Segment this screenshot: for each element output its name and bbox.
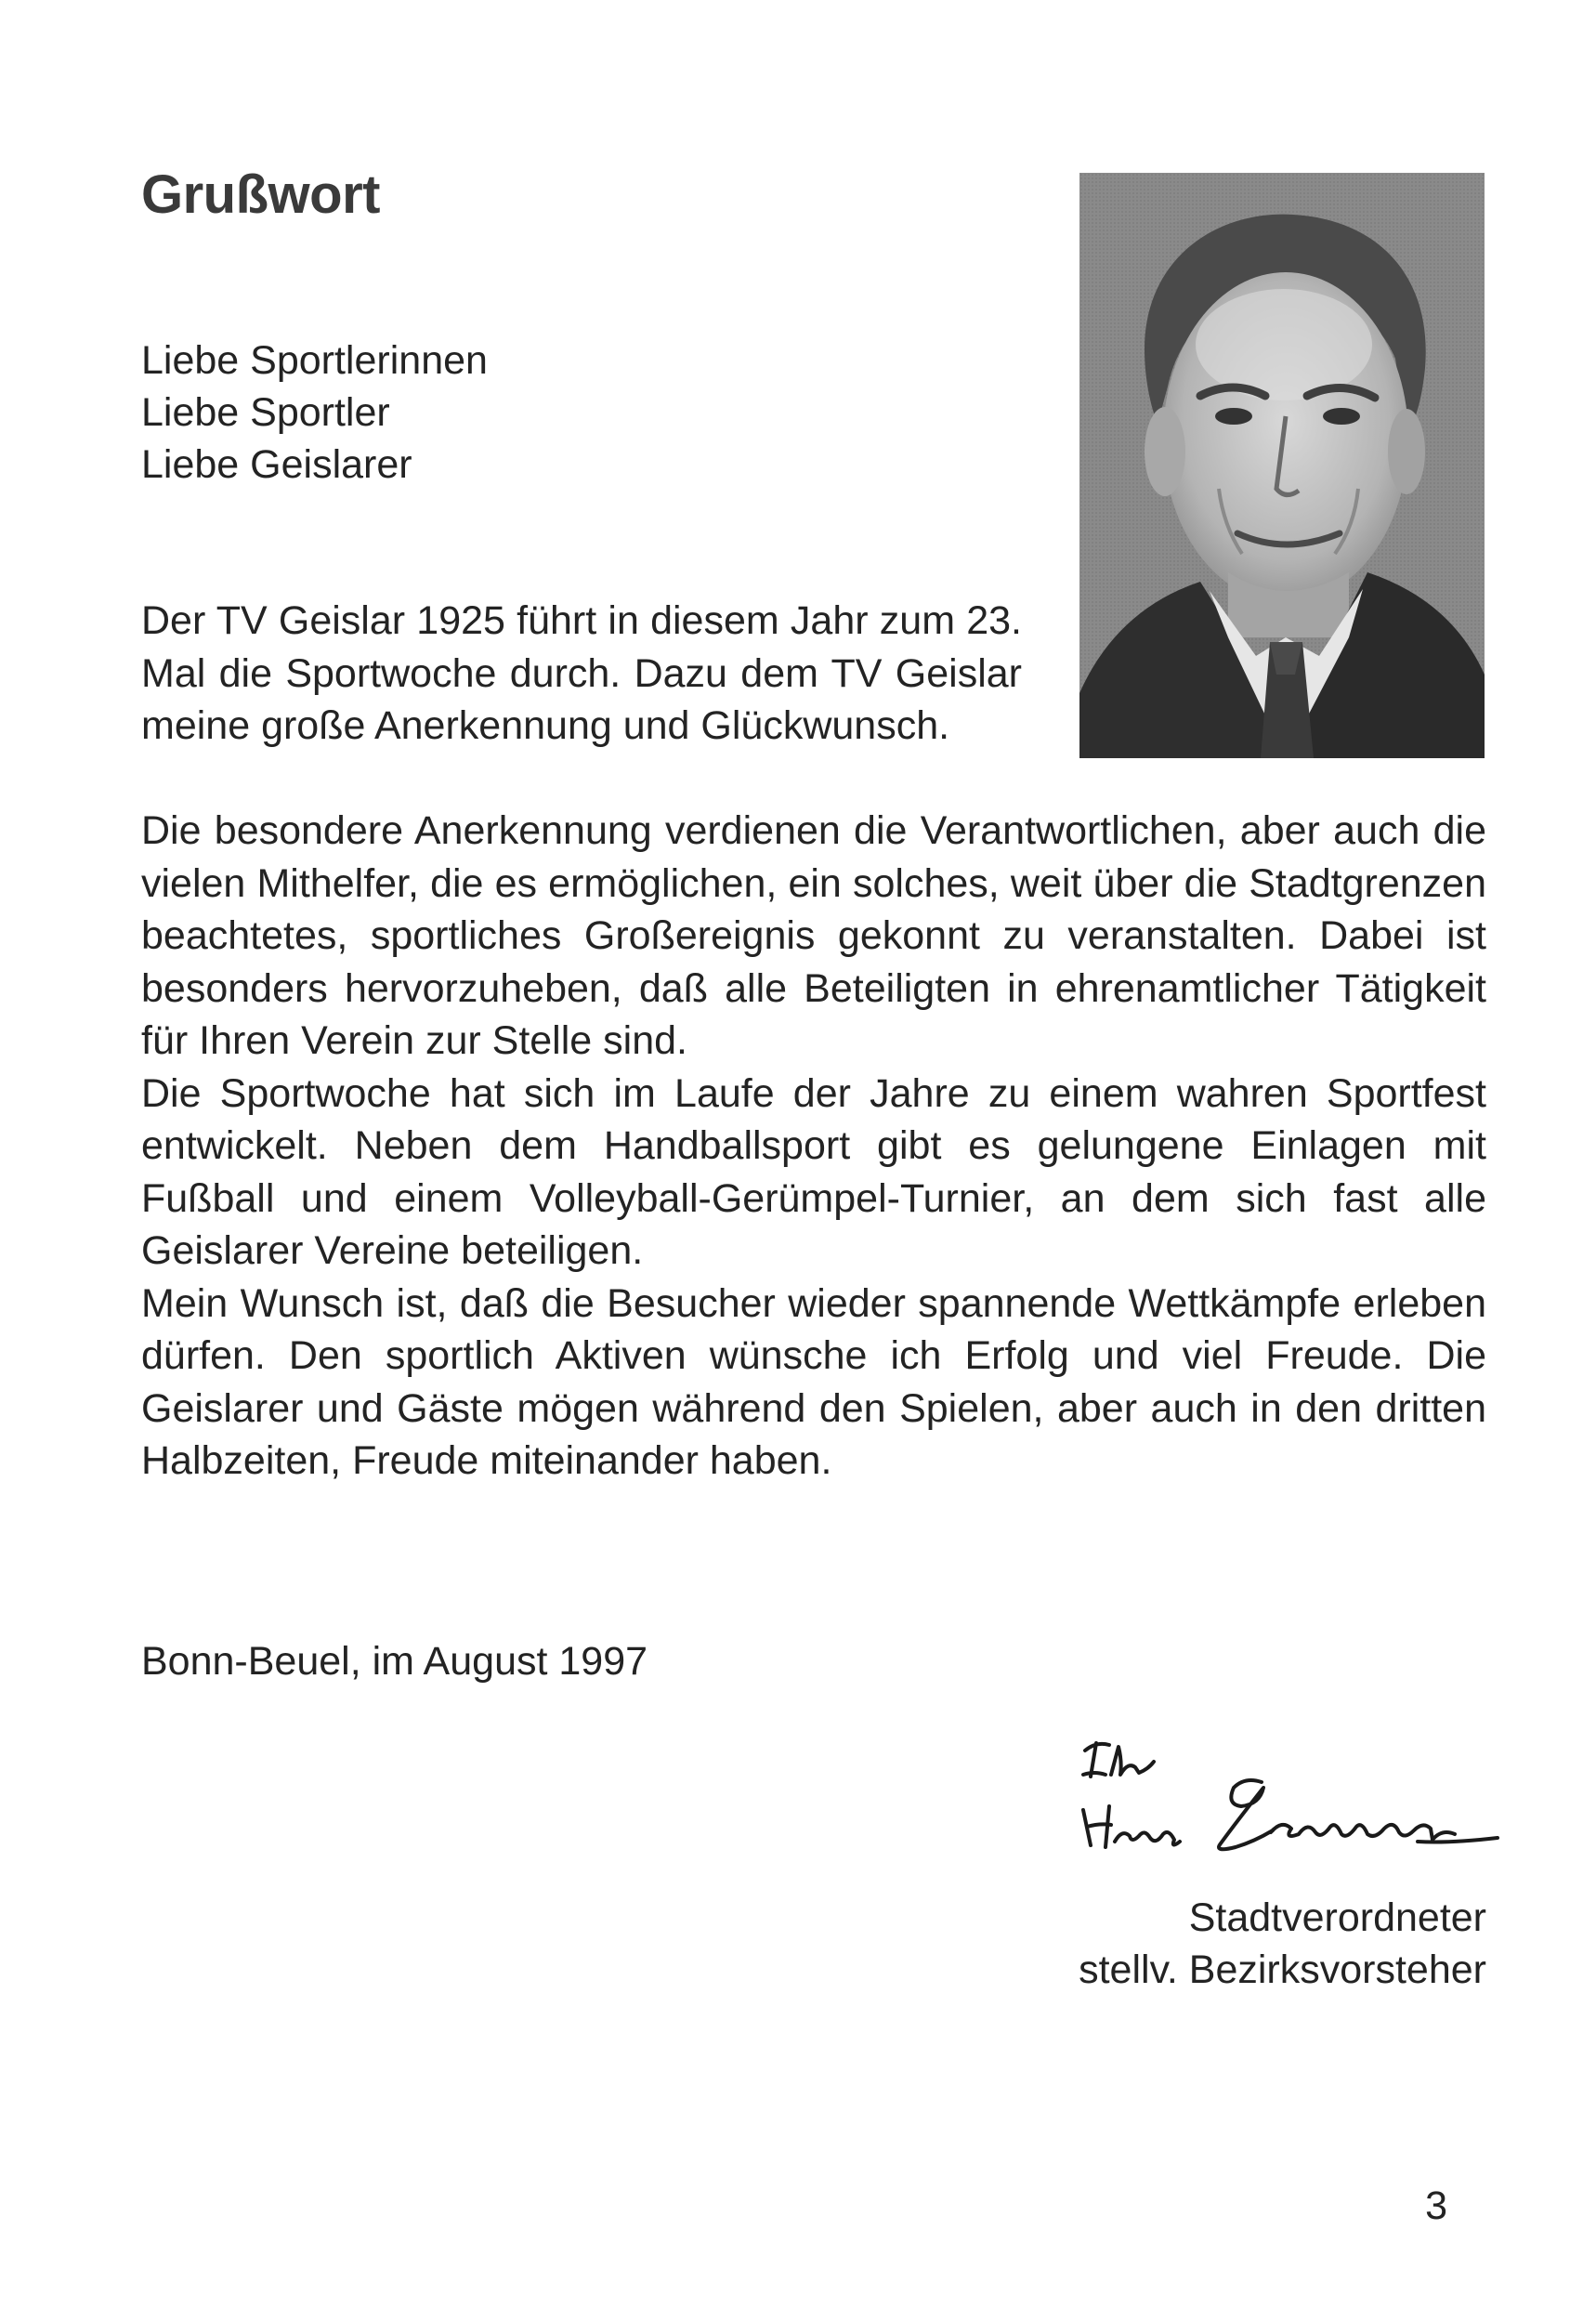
body-text [141, 805, 1486, 1488]
body-paragraph: Mein Wunsch ist, daß die Besucher wieder spannende Wettkämpfe erleben dürfen. Den sportlich Aktiven wünsche ich Erfolg und viel Freude. Die Geislarer und Gäste mögen während den Spielen, aber auch in den dritten Halbzeiten, Freude miteinander haben. [141, 1280, 1486, 1483]
salutation-line: Liebe Geislarer [141, 442, 412, 487]
dateline: Bonn-Beuel, im August 1997 [141, 1639, 648, 1684]
signatory-title: Stadtverordneter [1188, 1895, 1486, 1940]
body-paragraph: Die besondere Anerkennung verdienen die Verantwortlichen, aber auch die vielen Mithelfer, die es ermöglichen, ein solches, weit über die Stadtgrenzen beachtetes, sportliches Großereignis gekonnt zu veranstalten. Dabei ist besonders hervorzuheben, daß alle Beteiligten in ehrenamtlicher Tätigkeit für Ihren Verein zur Stelle sind. [141, 808, 1486, 1063]
portrait-photo [1079, 173, 1485, 758]
intro-paragraph [141, 595, 1022, 753]
body-paragraph: Die Sportwoche hat sich im Laufe der Jahre zu einem wahren Sportfest entwickelt. Neben dem Handballsport gibt es gelungene Einlagen mit Fußball und einem Volleyball-Gerümpel-Turnier, an dem sich fast alle Geislarer Vereine beteiligen. [141, 1070, 1486, 1273]
signatory-titles [1079, 1892, 1486, 1996]
signatory-title: stellv. Bezirksvorsteher [1079, 1947, 1486, 1992]
page-title: Grußwort [141, 164, 380, 225]
page-number: 3 [1425, 2183, 1447, 2228]
intro-text: Der TV Geislar 1925 führt in diesem Jahr zum 23. Mal die Sportwoche durch. Dazu dem TV Geislar meine große Anerkennung und Glückwunsch. [141, 598, 1022, 748]
salutation-block [141, 334, 488, 491]
handwritten-signature [1078, 1730, 1505, 1860]
salutation-line: Liebe Sportlerinnen [141, 338, 488, 383]
salutation-line: Liebe Sportler [141, 390, 390, 435]
